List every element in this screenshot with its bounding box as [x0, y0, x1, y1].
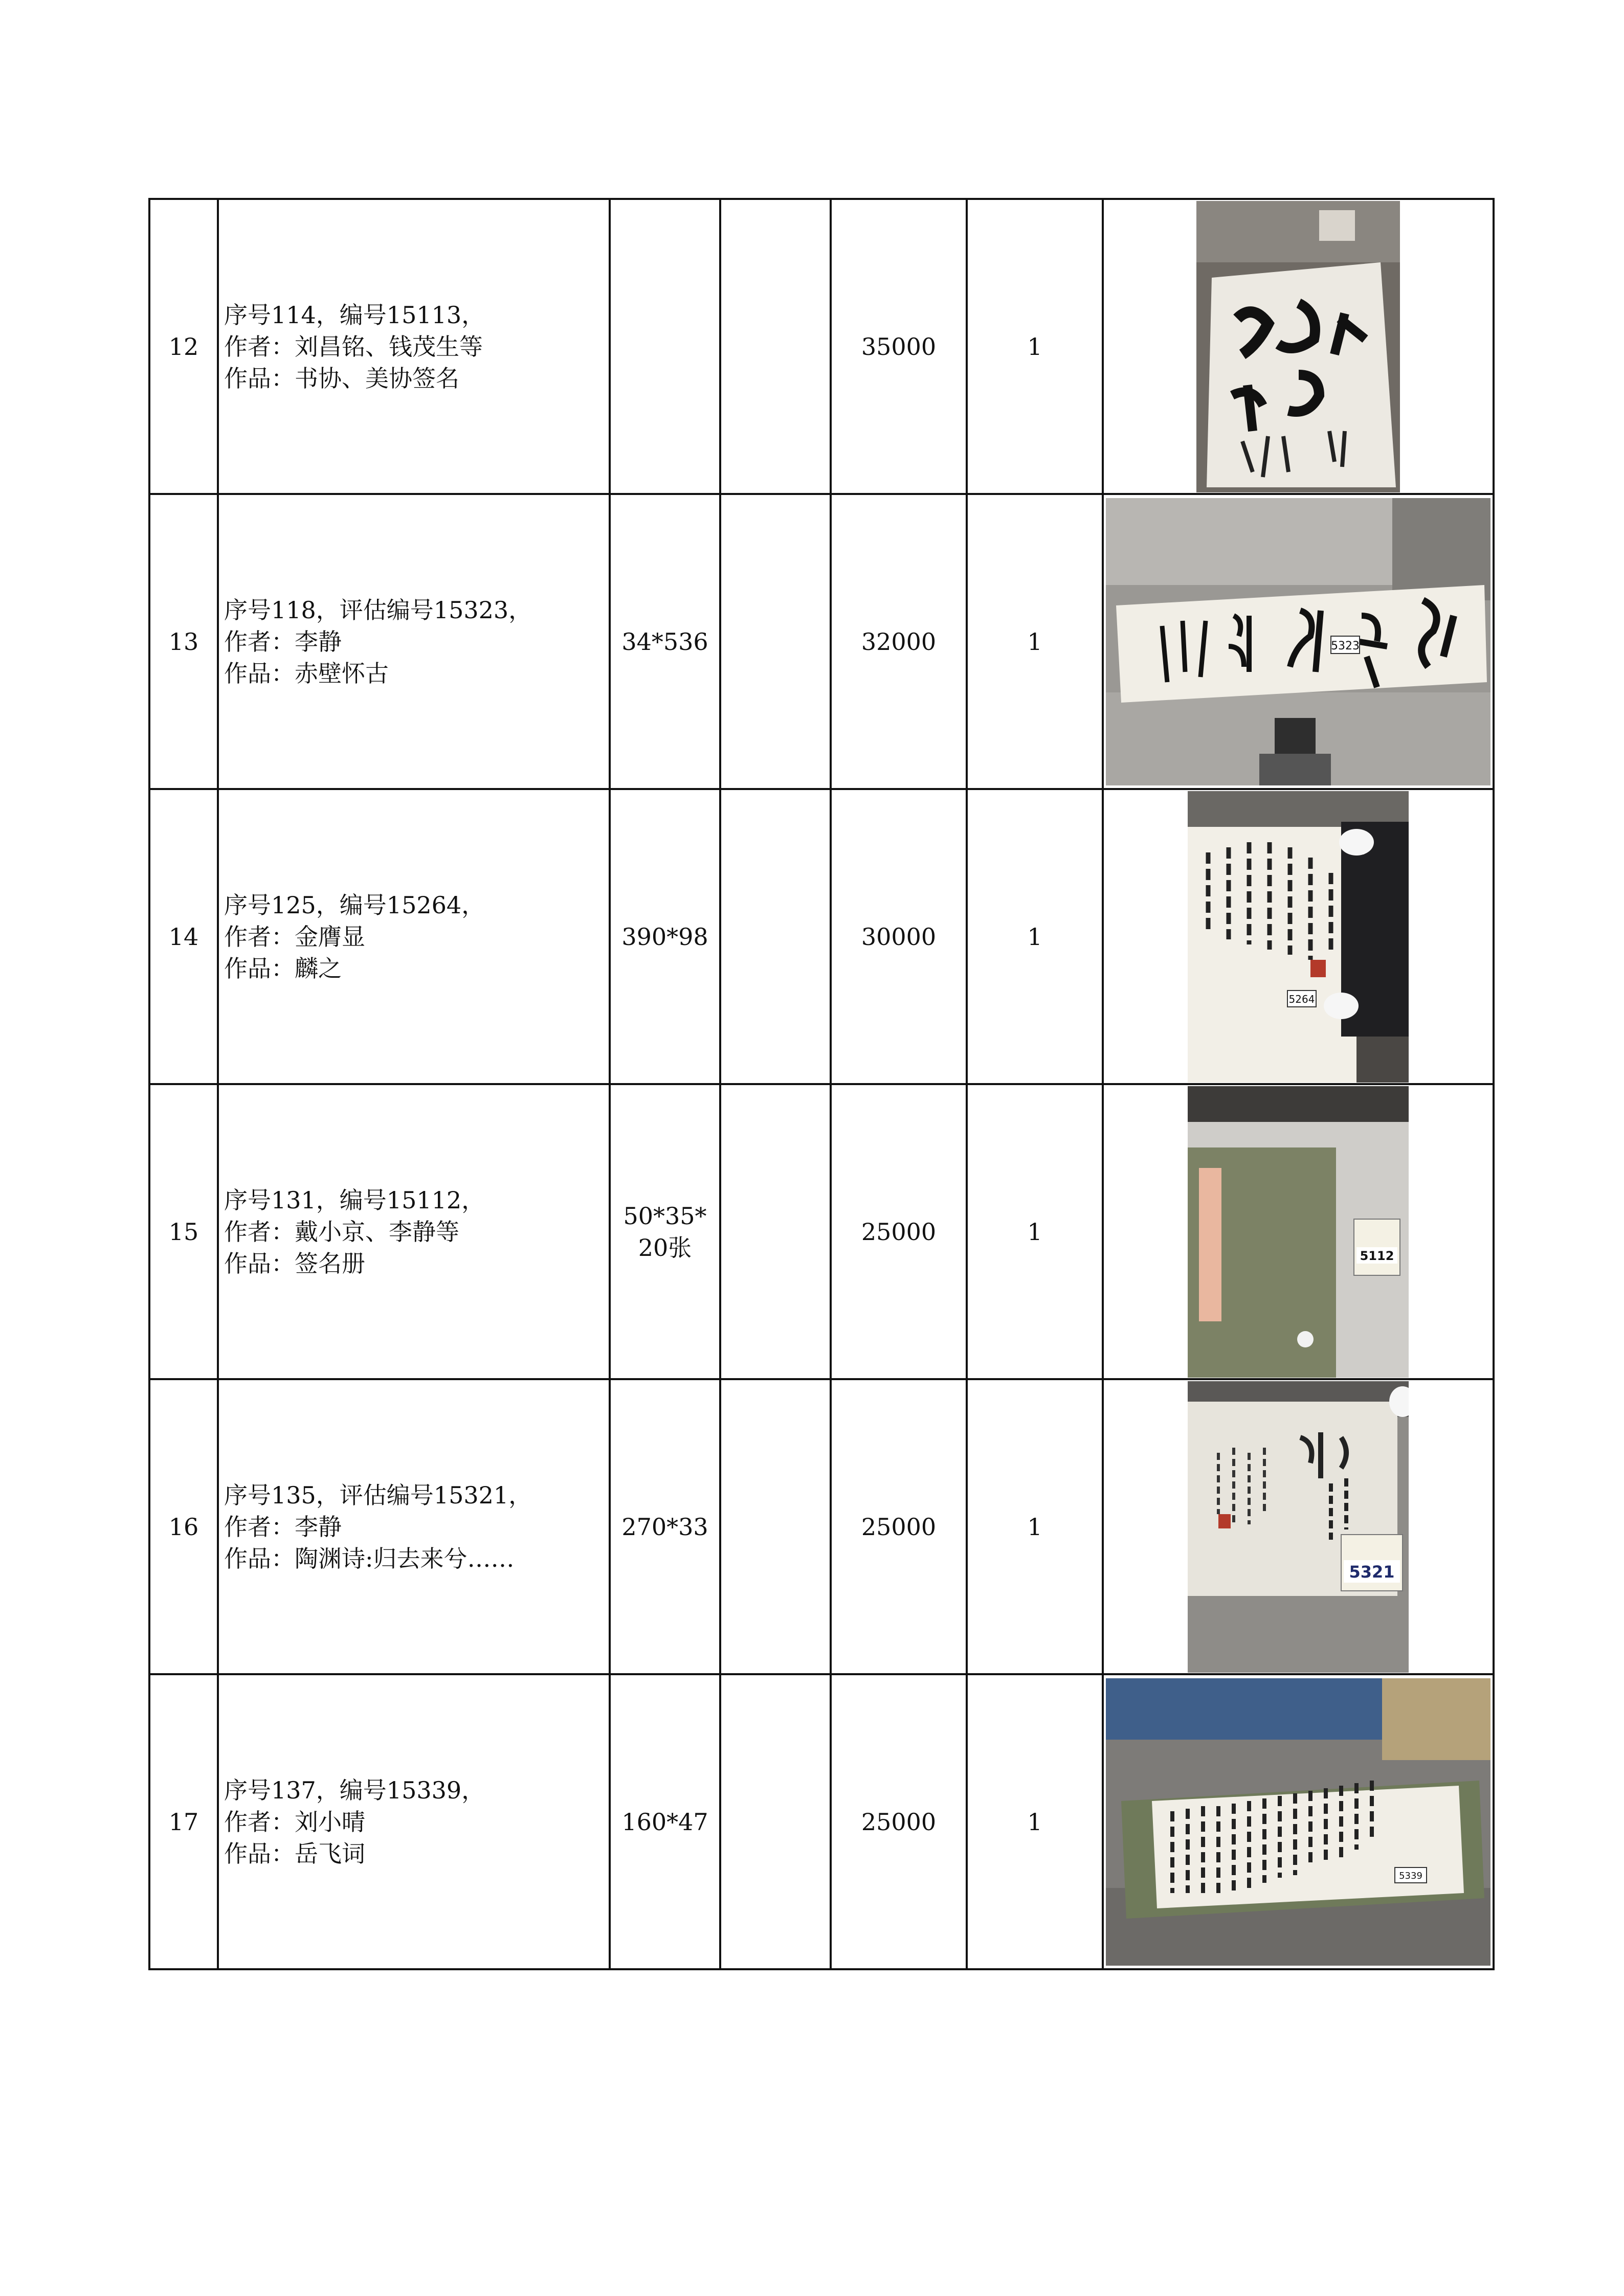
- photo-cell: [1103, 1084, 1494, 1379]
- empty-cell: [720, 494, 831, 789]
- artwork-photo: [1106, 498, 1490, 785]
- item-author: 作者：李静: [224, 627, 342, 656]
- item-description: [218, 1084, 610, 1379]
- lot-tag: 5112: [1360, 1248, 1394, 1263]
- table-row: [149, 1674, 1494, 1969]
- item-price: 35000: [831, 199, 967, 494]
- table-row: [149, 1379, 1494, 1674]
- item-description: [218, 1674, 610, 1969]
- table-row: [149, 1084, 1494, 1379]
- item-title: 作品：陶渊诗:归去来兮……: [224, 1544, 515, 1572]
- item-serial: 序号131，编号15112，: [224, 1186, 485, 1214]
- row-index: 12: [149, 199, 218, 494]
- item-price: 32000: [831, 494, 967, 789]
- item-serial: 序号125，编号15264，: [224, 891, 485, 919]
- item-size: 270*33: [610, 1379, 720, 1674]
- item-size: 390*98: [610, 789, 720, 1084]
- artwork-photo: [1196, 201, 1400, 492]
- item-author: 作者：刘昌铭、钱茂生等: [224, 332, 483, 361]
- photo-cell: [1103, 789, 1494, 1084]
- table-row: [149, 494, 1494, 789]
- lot-tag: 5339: [1399, 1870, 1422, 1881]
- item-title: 作品：岳飞词: [224, 1839, 365, 1867]
- row-index: 16: [149, 1379, 218, 1674]
- table-row: [149, 789, 1494, 1084]
- lot-tag: 5321: [1349, 1562, 1395, 1582]
- item-quantity: 1: [967, 199, 1103, 494]
- item-description: [218, 199, 610, 494]
- item-quantity: 1: [967, 1084, 1103, 1379]
- lot-tag: 5323: [1331, 639, 1360, 652]
- empty-cell: [720, 1084, 831, 1379]
- item-price: 30000: [831, 789, 967, 1084]
- item-author: 作者：戴小京、李静等: [224, 1218, 459, 1246]
- item-author: 作者：金膺显: [224, 922, 365, 951]
- row-index: 17: [149, 1674, 218, 1969]
- item-author: 作者：刘小晴: [224, 1808, 365, 1836]
- item-serial: 序号118，评估编号15323，: [224, 596, 532, 624]
- empty-cell: [720, 1674, 831, 1969]
- item-size: 34*536: [610, 494, 720, 789]
- item-price: 25000: [831, 1674, 967, 1969]
- row-index: 14: [149, 789, 218, 1084]
- item-description: [218, 494, 610, 789]
- table-row: [149, 199, 1494, 494]
- item-quantity: 1: [967, 1674, 1103, 1969]
- row-index: 13: [149, 494, 218, 789]
- item-description: [218, 789, 610, 1084]
- photo-cell: [1103, 494, 1494, 789]
- item-serial: 序号114，编号15113，: [224, 301, 485, 329]
- artwork-photo: [1106, 1678, 1490, 1966]
- item-title: 作品：书协、美协签名: [224, 364, 459, 392]
- item-title: 作品：麟之: [224, 954, 342, 982]
- item-title: 作品：签名册: [224, 1249, 365, 1277]
- item-serial: 序号137，编号15339，: [224, 1776, 485, 1804]
- item-quantity: 1: [967, 1379, 1103, 1674]
- row-index: 15: [149, 1084, 218, 1379]
- item-quantity: 1: [967, 494, 1103, 789]
- empty-cell: [720, 789, 831, 1084]
- item-size: [610, 199, 720, 494]
- artwork-table: [148, 198, 1495, 1970]
- item-price: 25000: [831, 1379, 967, 1674]
- empty-cell: [720, 1379, 831, 1674]
- inventory-sheet: [148, 198, 1475, 1970]
- photo-cell: [1103, 199, 1494, 494]
- item-title: 作品：赤壁怀古: [224, 659, 389, 687]
- artwork-photo: [1188, 1381, 1409, 1673]
- photo-cell: [1103, 1379, 1494, 1674]
- item-price: 25000: [831, 1084, 967, 1379]
- item-serial: 序号135，评估编号15321，: [224, 1481, 532, 1509]
- item-size: 160*47: [610, 1674, 720, 1969]
- item-size: 50*35*20张: [610, 1084, 720, 1379]
- lot-tag: 5264: [1288, 993, 1315, 1005]
- artwork-photo: [1188, 1086, 1409, 1378]
- photo-cell: [1103, 1674, 1494, 1969]
- empty-cell: [720, 199, 831, 494]
- item-author: 作者：李静: [224, 1513, 342, 1541]
- item-description: [218, 1379, 610, 1674]
- item-quantity: 1: [967, 789, 1103, 1084]
- artwork-photo: [1188, 791, 1409, 1083]
